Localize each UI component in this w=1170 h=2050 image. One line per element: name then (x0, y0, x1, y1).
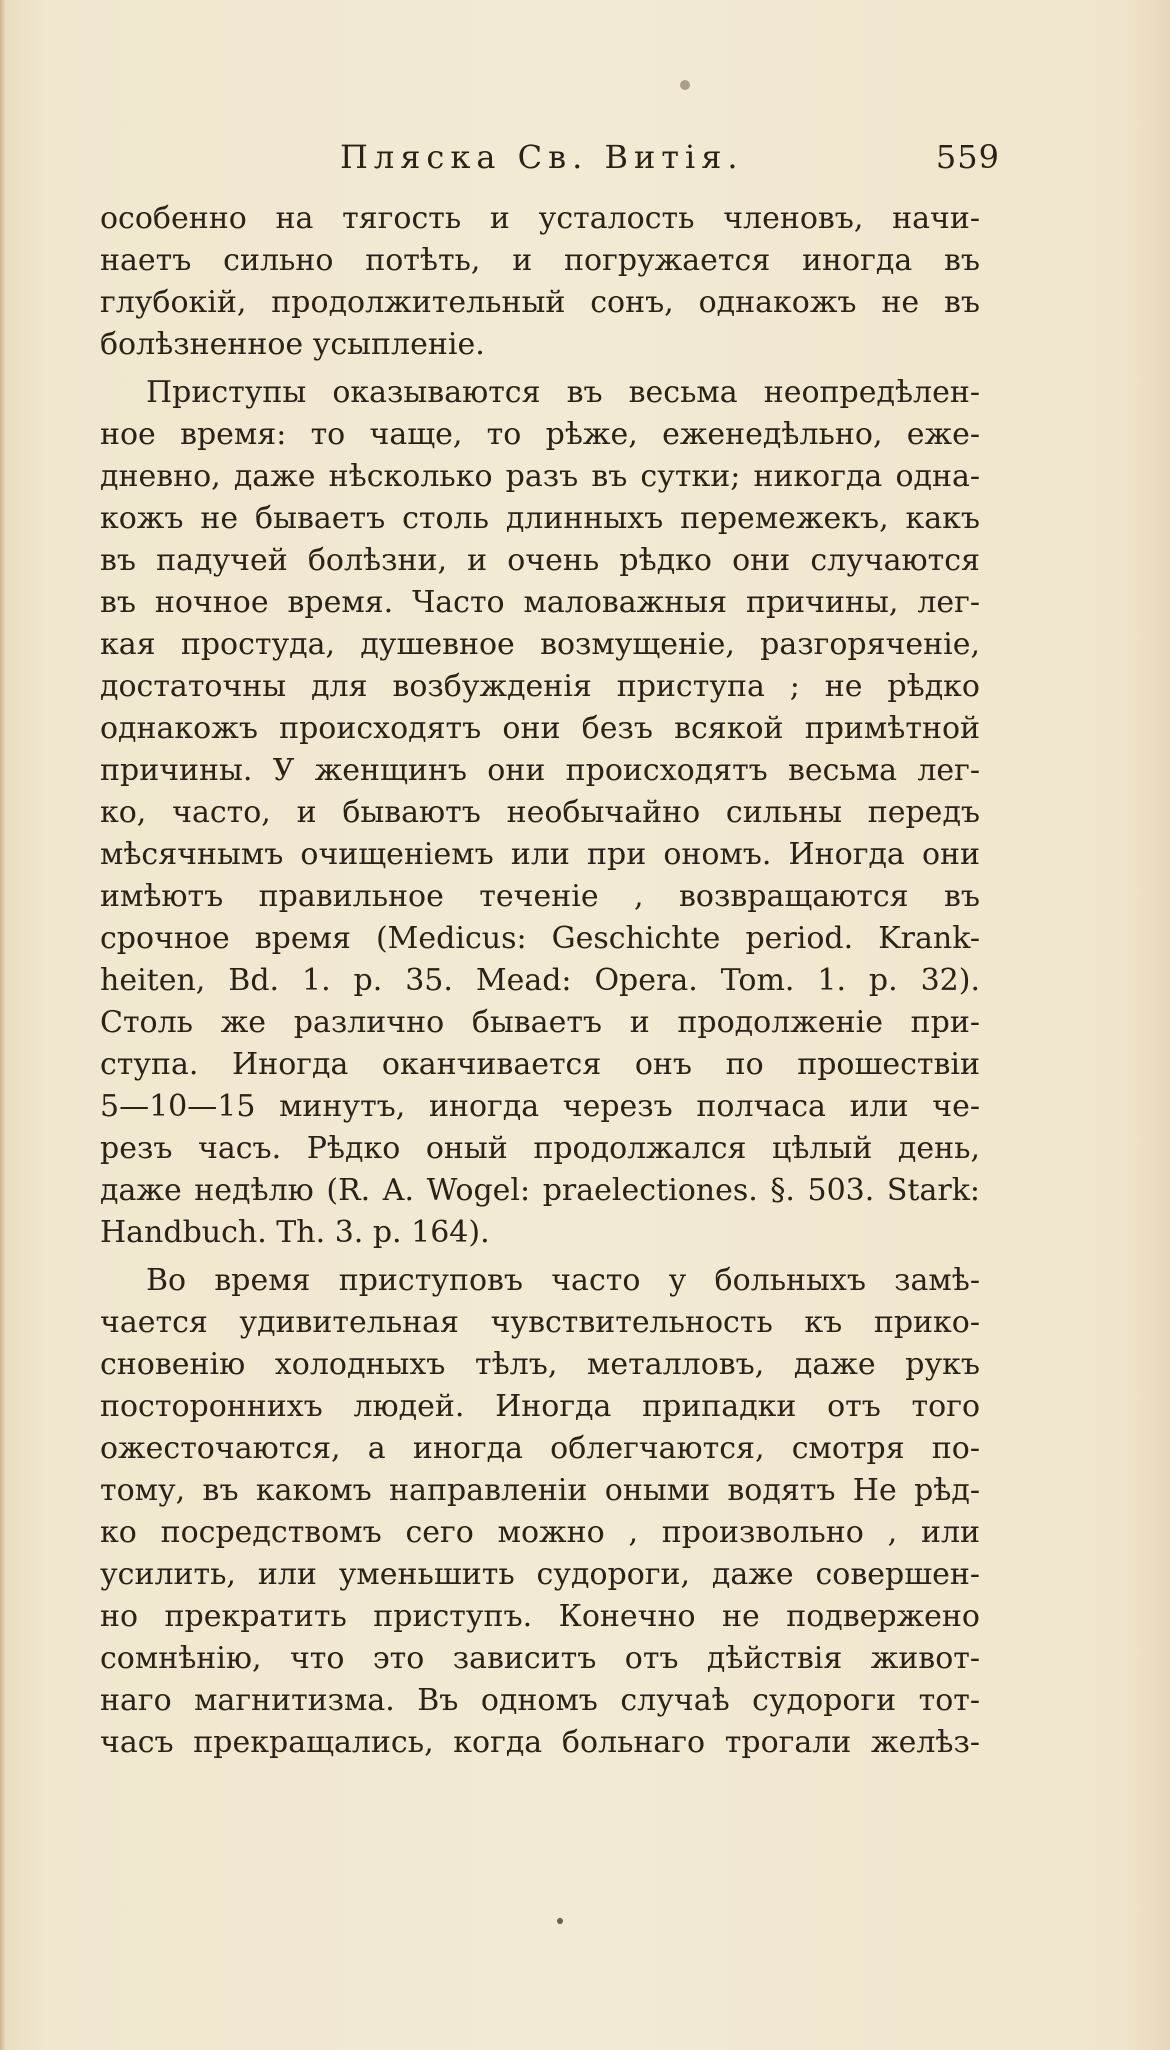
text-line: но прекратить приступъ. Конечно не подвержено (100, 1599, 980, 1634)
paragraph-1 (100, 198, 980, 366)
text-line: Столь же различно бываетъ и продолженіе при- (100, 1005, 980, 1040)
text-line: даже недѣлю (R. A. Wogel: praelectiones. §. 503. Stark: (100, 1173, 980, 1208)
text-line: достаточны для возбужденія приступа ; не рѣдко (100, 669, 980, 704)
text-line: имѣютъ правильное теченіе , возвращаются въ (100, 879, 980, 914)
text-line: кожъ не бываетъ столь длинныхъ перемежекъ, какъ (100, 501, 980, 536)
text-line: часъ прекращались, когда больнаго трогали желѣз- (100, 1725, 980, 1760)
text-line: heiten, Bd. 1. p. 35. Mead: Opera. Tom. 1. p. 32). (100, 963, 980, 998)
text-line: усилить, или уменьшить судороги, даже совершен- (100, 1557, 980, 1592)
text-line: въ ночное время. Часто маловажныя причины, лег- (100, 585, 980, 620)
text-line: ступа. Иногда оканчивается онъ по прошествіи (100, 1047, 980, 1082)
text-line: въ падучей болѣзни, и очень рѣдко они случаются (100, 543, 980, 578)
page-number: 559 (935, 138, 1000, 176)
text-line: наго магнитизма. Въ одномъ случаѣ судороги тот- (100, 1683, 980, 1718)
text-line: тому, въ какомъ направленіи оными водятъ Не рѣд- (100, 1473, 980, 1508)
text-line: ное время: то чаще, то рѣже, еженедѣльно, еже- (100, 417, 980, 452)
paragraph-2 (100, 372, 980, 1254)
text-line: постороннихъ людей. Иногда припадки отъ того (100, 1389, 980, 1424)
ink-spot (680, 80, 690, 90)
text-line: срочное время (Medicus: Geschichte period. Krank- (100, 921, 980, 956)
running-head: Пляска Св. Витія. (340, 138, 744, 176)
text-line: Во время приступовъ часто у больныхъ замѣ- (146, 1263, 980, 1298)
text-line: дневно, даже нѣсколько разъ въ сутки; никогда одна- (100, 459, 980, 494)
text-line: особенно на тягость и усталость членовъ, начи- (100, 201, 980, 236)
text-line: мѣсячнымъ очищеніемъ или при ономъ. Иногда они (100, 837, 980, 872)
text-line: болѣзненное усыпленіе. (100, 327, 485, 362)
ink-spot (557, 1918, 563, 1924)
text-line: Handbuch. Th. 3. p. 164). (100, 1215, 490, 1250)
text-line: ко посредствомъ сего можно , произвольно , или (100, 1515, 980, 1550)
text-line: кая простуда, душевное возмущеніе, разгоряченіе, (100, 627, 980, 662)
text-line: 5—10—15 минутъ, иногда черезъ полчаса или че- (100, 1089, 980, 1124)
page-header (100, 138, 1000, 182)
text-line: глубокій, продолжительный сонъ, однакожъ не въ (100, 285, 980, 320)
text-line: ожесточаются, а иногда облегчаются, смотря по- (100, 1431, 980, 1466)
page-edge-shadow (0, 0, 6, 2050)
text-line: чается удивительная чувствительность къ прико- (100, 1305, 980, 1340)
text-line: сновенію холодныхъ тѣлъ, металловъ, даже рукъ (100, 1347, 980, 1382)
paragraph-3 (100, 1260, 980, 1764)
text-line: ко, часто, и бываютъ необычайно сильны передъ (100, 795, 980, 830)
text-line: сомнѣнію, что это зависитъ отъ дѣйствія живот- (100, 1641, 980, 1676)
text-line: наетъ сильно потѣть, и погружается иногда въ (100, 243, 980, 278)
text-line: резъ часъ. Рѣдко оный продолжался цѣлый день, (100, 1131, 980, 1166)
text-line: Приступы оказываются въ весьма неопредѣлен- (146, 375, 980, 410)
body-text (100, 198, 980, 1764)
text-line: однакожъ происходятъ они безъ всякой примѣтной (100, 711, 980, 746)
text-line: причины. У женщинъ они происходятъ весьма лег- (100, 753, 980, 788)
